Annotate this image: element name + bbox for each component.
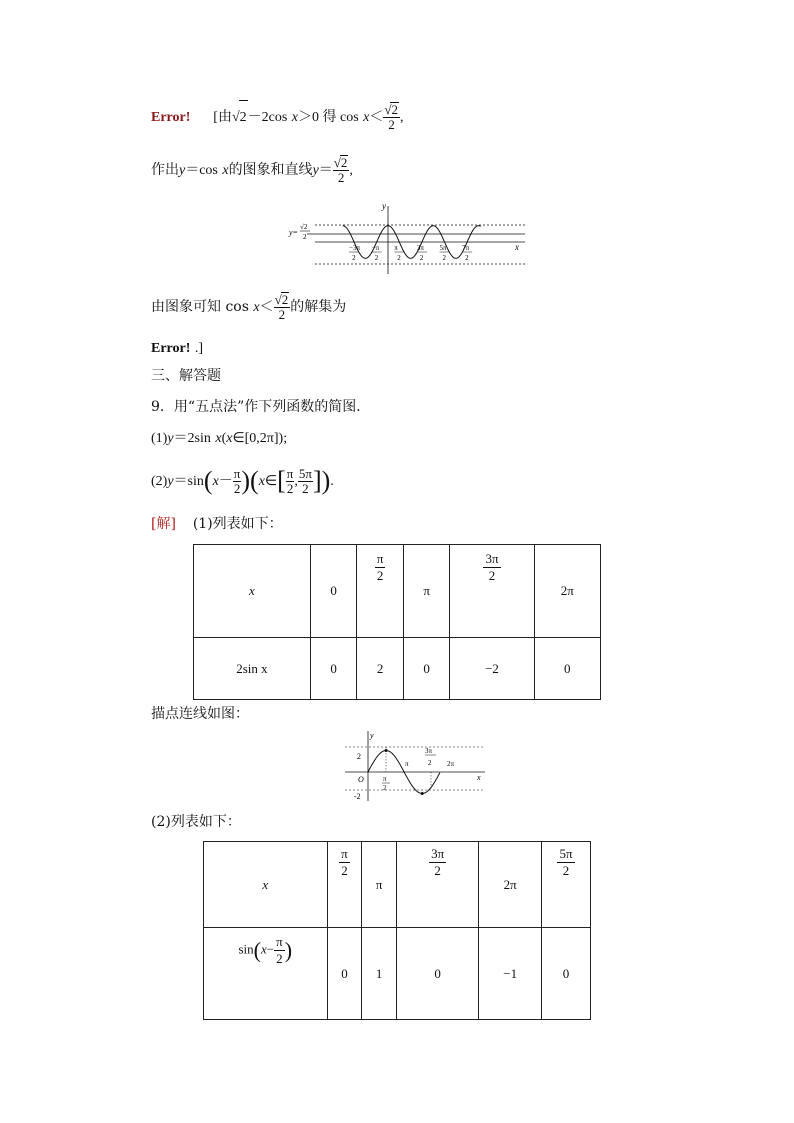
table-cell: $\frac{5\pi}{2}$ [542, 842, 591, 928]
table-cell: x [204, 842, 328, 928]
var-x: x [215, 431, 222, 446]
intro-line [151, 100, 403, 134]
table-row [204, 842, 591, 928]
tick-label-num: 3π [416, 244, 424, 252]
fraction-5pi-over-2: $\frac{5\pi}{2}$ [298, 465, 312, 496]
table-row [204, 928, 591, 1020]
paren: ) [241, 466, 251, 495]
less-than: ＜ [369, 110, 384, 125]
bracket-close: .] [194, 341, 204, 356]
table-row [194, 638, 601, 700]
table-cell: 2π [479, 842, 542, 928]
table-cell: $\frac{\pi}{2}$ [327, 842, 362, 928]
level-label: y= [289, 228, 298, 237]
table-2 [203, 841, 591, 1020]
table-cell: 0 [327, 928, 362, 1020]
var-x: x [258, 474, 265, 489]
bracket-text: [由 [213, 110, 232, 125]
var-x: x [222, 163, 229, 178]
var-x: x [226, 431, 233, 446]
y-bot-label: -2 [354, 792, 361, 801]
tick-pi: π [405, 760, 409, 768]
tick-labels [349, 244, 472, 262]
bracket: ] [312, 466, 322, 495]
var-y: y [167, 431, 174, 446]
element-of: ∈ [264, 474, 278, 489]
fraction-sqrt2-over-2: $\frac{√2}{2}$ [384, 102, 398, 132]
line-3 [151, 289, 346, 325]
solution-set-text: 的解集为 [290, 299, 347, 315]
zuochu-text: 作出 [151, 162, 179, 178]
question-9-part1 [151, 428, 287, 449]
var-x: x [363, 110, 370, 125]
question-9-title: 9．用“五点法”作下列函数的简图． [151, 399, 371, 415]
tick-pi-half-num: π [383, 775, 387, 783]
fraction-sqrt2-over-2: $\frac{√2}{2}$ [274, 292, 289, 322]
fraction-sqrt2-over-2: $\frac{√2}{2}$ [333, 155, 348, 185]
gt-zero-text: ＞0 得 cos [298, 110, 359, 125]
table-cell: 0 [310, 545, 357, 638]
error-marker: Error! [151, 341, 191, 356]
sqrt-radicand: 2 [239, 100, 248, 135]
comma: , [349, 163, 353, 178]
table-cell: sin(x− $\frac{\pi}{2}$ ) [204, 928, 328, 1020]
error-line [151, 338, 203, 359]
tick-label-num: −π [371, 244, 380, 252]
table-cell: −1 [479, 928, 542, 1020]
section-heading: 三、解答题 [151, 368, 221, 384]
domain-text: ∈[0,2π]); [232, 431, 288, 446]
tick-label-num: π [394, 244, 398, 252]
y-axis-label: y [382, 201, 386, 211]
bracket: [ [277, 466, 286, 495]
tick-2pi: 2π [447, 760, 455, 768]
part1-text: (1)列表如下： [192, 516, 283, 532]
table-cell: 0 [310, 638, 357, 700]
tick-label-den: 2 [397, 254, 401, 262]
table-cell: x [194, 545, 311, 638]
var-x: x [212, 474, 219, 489]
var-y: y [179, 163, 186, 178]
origin-label: O [358, 775, 364, 784]
table-cell: 0 [396, 928, 478, 1020]
min-point [421, 792, 424, 795]
sine-graph [340, 728, 490, 803]
paren: ) [321, 466, 331, 495]
function-text: ＝sin [173, 474, 204, 489]
tick-label-num: 5π [439, 244, 447, 252]
equals: ＝ [318, 163, 333, 178]
period: . [330, 474, 334, 489]
function-text: ＝2sin [173, 431, 211, 446]
tick-label-den: 2 [374, 254, 379, 262]
tick-label-den: 2 [419, 254, 424, 262]
table-cell: 1 [362, 928, 396, 1020]
table-cell: 0 [403, 638, 450, 700]
solution-part1 [151, 514, 283, 534]
tick-label-num: −3π [349, 244, 361, 252]
part-label: (2) [151, 474, 168, 489]
comma: , [294, 474, 298, 489]
comma: , [399, 110, 404, 125]
table-cell: 2sin x [194, 638, 311, 700]
x-axis-label: x [477, 773, 481, 782]
table-cell: π [362, 842, 396, 928]
less-than: ＜ [259, 300, 274, 315]
fraction-pi-over-2: $\frac{\pi}{2}$ [286, 465, 294, 496]
var-y: y [167, 474, 174, 489]
table-cell: π [403, 545, 450, 638]
table-cell: $\frac{\pi}{2}$ [357, 545, 404, 638]
paren: ( [203, 466, 213, 495]
level-den: 2 [303, 233, 307, 241]
sqrt-sign: √ [231, 110, 240, 125]
paren: ( [250, 466, 259, 495]
solution-part2: (2)列表如下： [151, 814, 241, 830]
minus-cos-text: －2cos [247, 110, 288, 125]
table-cell: −2 [450, 638, 534, 700]
tick-3pi-den: 2 [428, 759, 432, 767]
table-cell: $\frac{3\pi}{2}$ [450, 545, 534, 638]
var-x: x [253, 300, 260, 315]
eq-cos-text: ＝cos [185, 163, 218, 178]
solution-tag: [解] [151, 516, 176, 532]
tick-pi-half-den: 2 [383, 784, 387, 792]
y-axis-label: y [370, 731, 374, 740]
cos-text: 由图象可知 cos [151, 299, 249, 315]
line-2 [151, 153, 353, 187]
graph-line-text: 的图象和直线 [228, 162, 313, 178]
fraction-pi-over-2: $\frac{\pi}{2}$ [233, 465, 241, 496]
y-top-label: 2 [357, 752, 361, 761]
level-sqrt: √2 [300, 223, 308, 231]
table-row [194, 545, 601, 638]
tick-label-den: 2 [442, 254, 447, 262]
error-marker: Error! [151, 110, 191, 125]
table-cell: 0 [534, 638, 600, 700]
plot-text: 描点连线如图： [151, 706, 249, 722]
part-label: (1) [151, 431, 168, 446]
table-1 [193, 544, 601, 700]
tick-label-den: 2 [352, 254, 356, 262]
table-cell: 2 [357, 638, 404, 700]
var-y: y [312, 163, 319, 178]
tick-label-den: 2 [465, 254, 469, 262]
table-cell: 2π [534, 545, 600, 638]
table-cell: $\frac{3\pi}{2}$ [396, 842, 478, 928]
tick-label-num: 7π [462, 244, 470, 252]
x-axis-label: x [515, 242, 519, 252]
minus: － [218, 474, 233, 489]
table-cell: 0 [542, 928, 591, 1020]
cosine-graph [285, 198, 535, 278]
paren: ( [221, 431, 227, 446]
question-9-part2 [151, 462, 334, 500]
tick-3pi-num: 3π [425, 747, 433, 755]
var-x: x [291, 110, 298, 125]
